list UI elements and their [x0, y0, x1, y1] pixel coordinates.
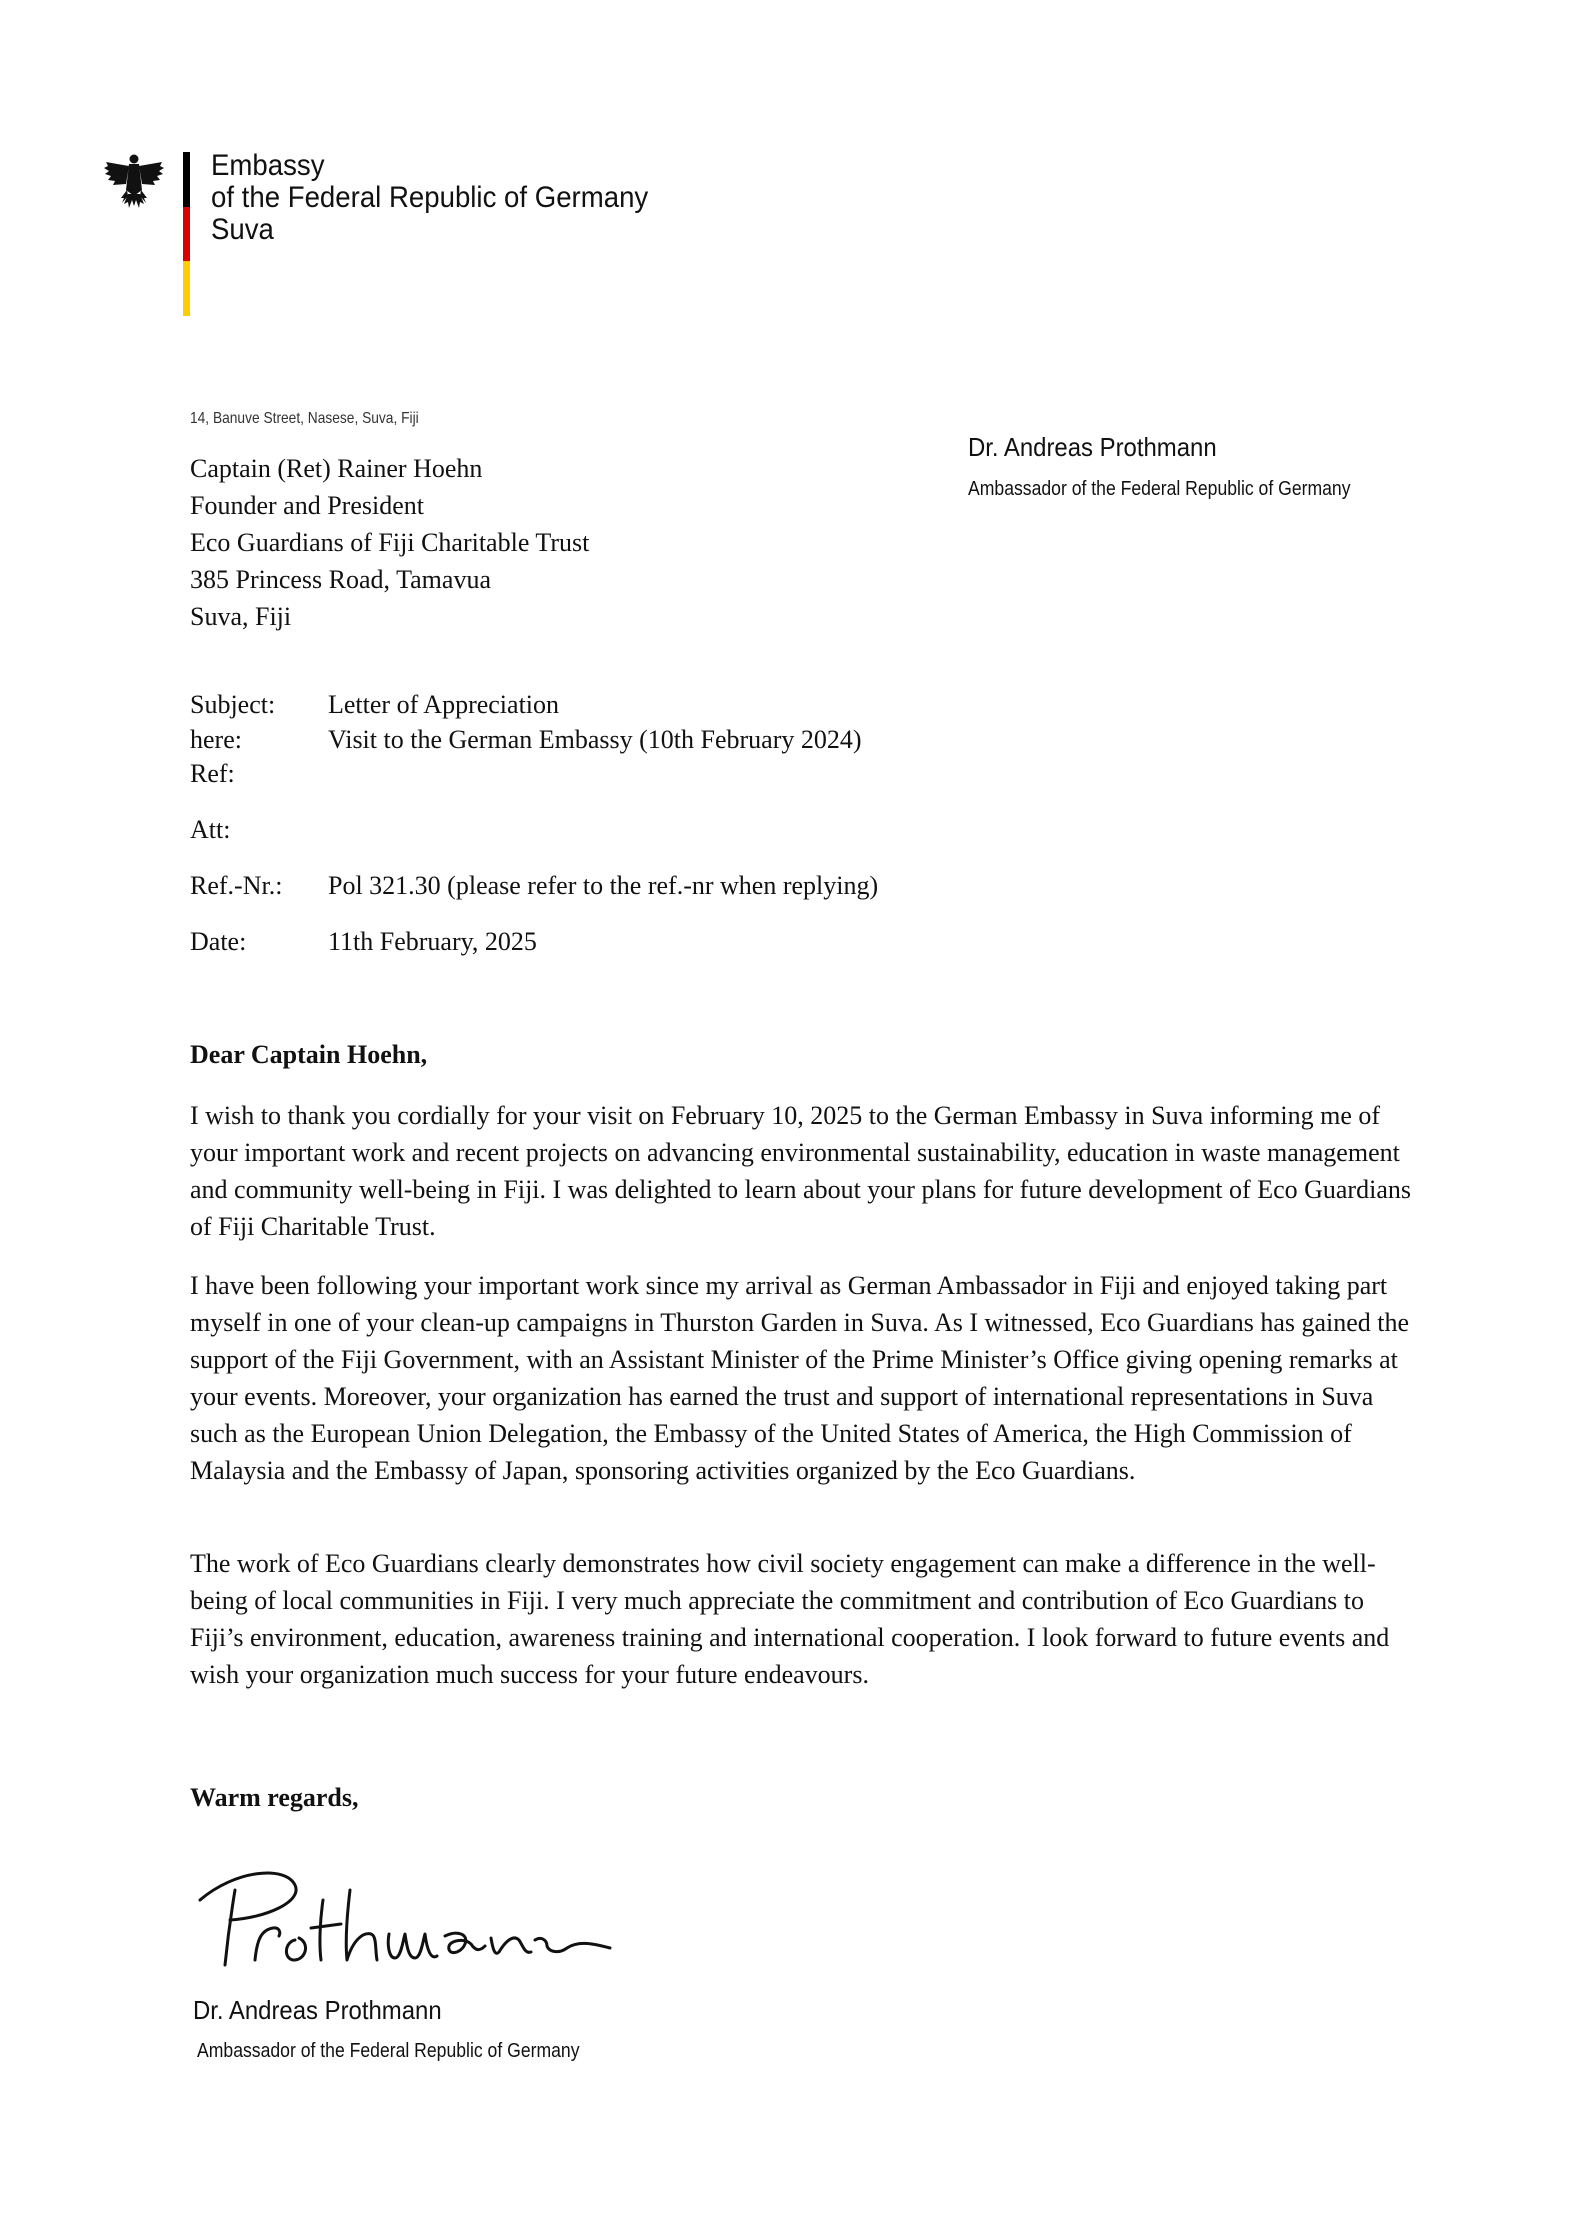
- subject-label: Subject:: [190, 690, 276, 719]
- embassy-name-line: Suva: [211, 213, 274, 246]
- ref-nr-value: Pol 321.30 (please refer to the ref.-nr when replying): [328, 871, 879, 900]
- date-value: 11th February, 2025: [328, 927, 537, 956]
- german-flag-bar: [183, 152, 190, 316]
- flag-stripe-black: [183, 152, 190, 207]
- att-label: Att:: [190, 815, 231, 844]
- flag-stripe-gold: [183, 261, 190, 316]
- signatory-title: Ambassador of the Federal Republic of Germany: [197, 2040, 580, 2062]
- here-label: here:: [190, 725, 242, 754]
- return-address: 14, Banuve Street, Nasese, Suva, Fiji: [190, 410, 419, 427]
- recipient-address: [190, 450, 589, 635]
- recipient-line: Captain (Ret) Rainer Hoehn: [190, 454, 483, 483]
- date-label: Date:: [190, 927, 247, 956]
- handwritten-signature: [195, 1860, 635, 1980]
- body-paragraph: I have been following your important work since my arrival as German Ambassador in Fiji and enjoyed taking part myself in one of your clean-up campaigns in Thurston Garden in Suva. As I witnessed, Eco Guardians has gained the support of the Fiji Government, with an Assistant Minister of the Prime Minister’s Office giving opening remarks at your events. Moreover, your organization has earned the trust and support of international representations in Suva such as the European Union Delegation, the Embassy of the United States of America, the High Commission of Malaysia and the Embassy of Japan, sponsoring activities organized by the Eco Guardians.: [190, 1271, 1410, 1485]
- body-paragraph: I wish to thank you cordially for your visit on February 10, 2025 to the German Embassy in Suva informing me of your important work and recent projects on advancing environmental sustainability, education in waste management and community well-being in Fiji. I was delighted to learn about your plans for future development of Eco Guardians of Fiji Charitable Trust.: [190, 1101, 1411, 1241]
- recipient-line: Eco Guardians of Fiji Charitable Trust: [190, 528, 590, 557]
- embassy-name: [211, 150, 648, 246]
- here-ref-value: Visit to the German Embassy (10th February 2024): [328, 725, 862, 754]
- federal-eagle-icon: [102, 150, 166, 214]
- body-paragraph: The work of Eco Guardians clearly demonstrates how civil society engagement can make a difference in the well-being of local communities in Fiji. I very much appreciate the commitment and contribution of Eco Guardians to Fiji’s environment, education, awareness training and international cooperation. I look forward to future events and wish your organization much success for your future endeavours.: [190, 1549, 1390, 1689]
- embassy-name-line: Embassy: [211, 149, 325, 182]
- recipient-line: Suva, Fiji: [190, 602, 292, 631]
- ref-nr-label: Ref.-Nr.:: [190, 871, 283, 900]
- recipient-line: 385 Princess Road, Tamavua: [190, 565, 491, 594]
- subject-value: Letter of Appreciation: [328, 690, 560, 719]
- sender-name: Dr. Andreas Prothmann: [968, 432, 1217, 462]
- ref-label: Ref:: [190, 759, 235, 788]
- salutation: Dear Captain Hoehn,: [190, 1040, 428, 1069]
- recipient-line: Founder and President: [190, 491, 424, 520]
- sender-title: Ambassador of the Federal Republic of Germany: [968, 478, 1351, 500]
- signatory-name: Dr. Andreas Prothmann: [193, 1995, 442, 2025]
- embassy-name-line: of the Federal Republic of Germany: [211, 181, 649, 214]
- closing: Warm regards,: [190, 1783, 359, 1812]
- flag-stripe-red: [183, 207, 190, 262]
